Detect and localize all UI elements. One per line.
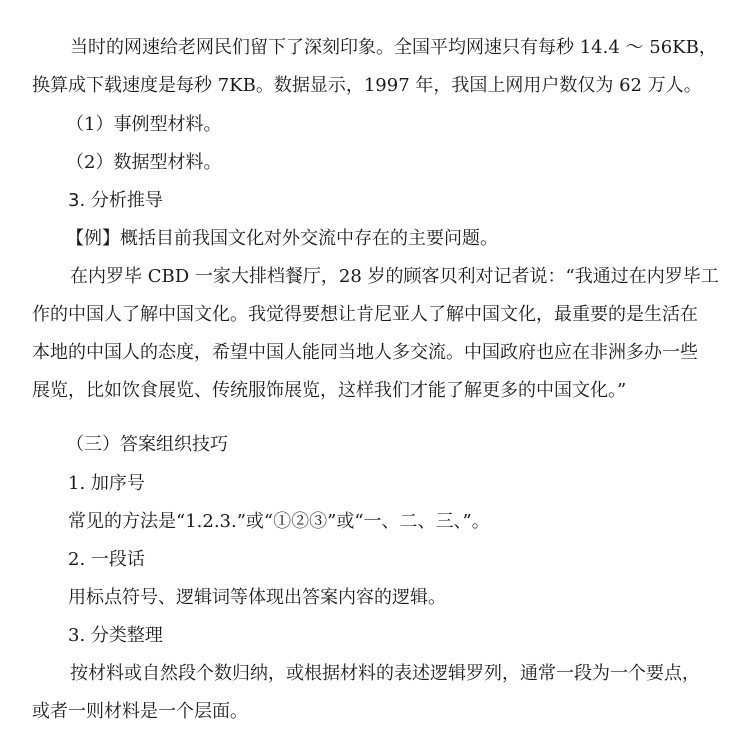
paragraph-line: 作的中国人了解中国文化。我觉得要想让肯尼亚人了解中国文化，最重要的是生活在 — [32, 304, 698, 325]
paragraph-line: 在内罗毕 CBD 一家大排档餐厅，28 岁的顾客贝利对记者说：“我通过在内罗毕工 — [70, 266, 719, 287]
list-item: （1）事例型材料。 — [66, 114, 222, 135]
subsection-heading: 2. 一段话 — [68, 549, 145, 570]
body-text: 常见的方法是“1.2.3.”或“①②③”或“一、二、三、”。 — [68, 511, 490, 532]
paragraph-line: 或者一则材料是一个层面。 — [32, 701, 248, 722]
list-item: （2）数据型材料。 — [66, 152, 222, 173]
paragraph-line: 本地的中国人的态度，希望中国人能同当地人多交流。中国政府也应在非洲多办一些 — [32, 342, 698, 363]
paragraph-line: 展览，比如饮食展览、传统服饰展览，这样我们才能了解更多的中国文化。” — [32, 380, 627, 401]
section-heading: （三）答案组织技巧 — [66, 434, 228, 455]
example-prompt: 【例】概括目前我国文化对外交流中存在的主要问题。 — [66, 228, 498, 249]
paragraph-line: 当时的网速给老网民们留下了深刻印象。全国平均网速只有每秒 14.4 ～ 56KB， — [70, 37, 717, 58]
paragraph-line: 换算成下载速度是每秒 7KB。数据显示，1997 年，我国上网用户数仅为 62 万人。 — [32, 75, 702, 96]
subsection-heading: 3. 分析推导 — [68, 190, 163, 211]
body-text: 用标点符号、逻辑词等体现出答案内容的逻辑。 — [68, 587, 446, 608]
subsection-heading: 1. 加序号 — [68, 473, 145, 494]
subsection-heading: 3. 分类整理 — [68, 625, 163, 646]
paragraph-line: 按材料或自然段个数归纳，或根据材料的表述逻辑罗列，通常一段为一个要点， — [70, 663, 700, 684]
